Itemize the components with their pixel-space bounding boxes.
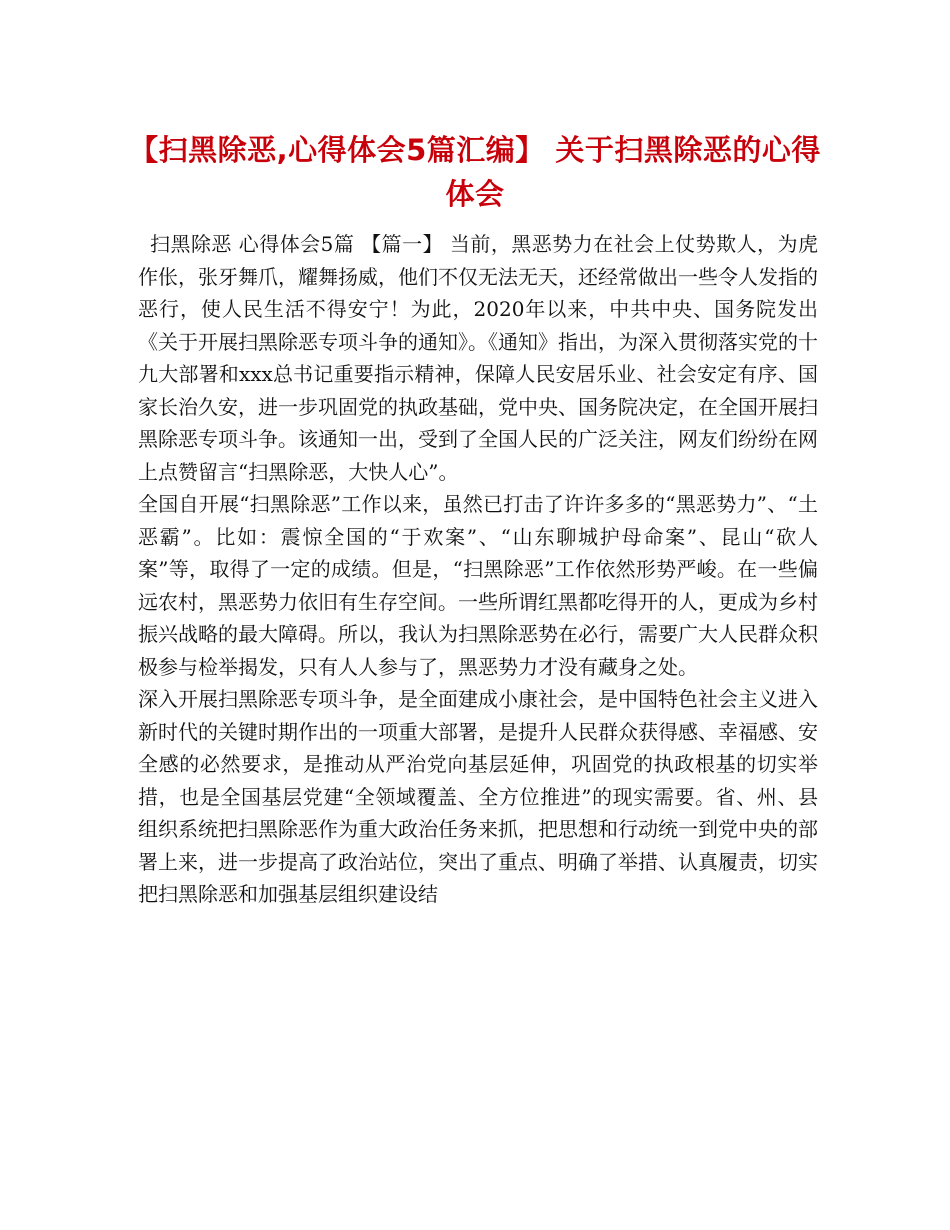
paragraph-2: 全国自开展“扫黑除恶”工作以来，虽然已打击了许许多多的“黑恶势力”、“土恶霸”。比如：震惊全国的“于欢案”、“山东聊城护母命案”、昆山“砍人案”等，取得了一定的成绩。但是，“扫黑除恶”工作依然形势严峻。在一些偏远农村，黑恶势力依旧有生存空间。一些所谓红黑都吃得开的人，更成为乡村振兴战略的最大障碍。所以，我认为扫黑除恶势在必行，需要广大人民群众积极参与检举揭发，只有人人参与了，黑恶势力才没有藏身之处。 (138, 492, 818, 679)
paragraph-1: 扫黑除恶 心得体会5篇 【篇一】 当前，黑恶势力在社会上仗势欺人，为虎作伥，张牙舞爪，耀舞扬威，他们不仅无法无天，还经常做出一些令人发指的恶行，使人民生活不得安宁！为此，2020年以来，中共中央、国务院发出《关于开展扫黑除恶专项斗争的通知》。《通知》指出，为深入贯彻落实党的十九大部署和xxx总书记重要指示精神，保障人民安居乐业、社会安定有序、国家长治久安，进一步巩固党的执政基础，党中央、国务院决定，在全国开展扫黑除恶专项斗争。该通知一出，受到了全国人民的广泛关注，网友们纷纷在网上点赞留言“扫黑除恶，大快人心”。 (138, 232, 818, 484)
paragraph-3: 深入开展扫黑除恶专项斗争，是全面建成小康社会，是中国特色社会主义进入新时代的关键时期作出的一项重大部署，是提升人民群众获得感、幸福感、安全感的必然要求，是推动从严治党向基层延伸，巩固党的执政根基的切实举措，也是全国基层党建“全领域覆盖、全方位推进”的现实需要。省、州、县组织系统把扫黑除恶作为重大政治任务来抓，把思想和行动统一到党中央的部署上来，进一步提高了政治站位，突出了重点、明确了举措、认真履责，切实把扫黑除恶和加强基层组织建设结 (138, 687, 818, 906)
document-body (138, 228, 818, 911)
document-title: 【扫黑除恶,心得体会5篇汇编】 关于扫黑除恶的心得体会 (129, 133, 821, 211)
